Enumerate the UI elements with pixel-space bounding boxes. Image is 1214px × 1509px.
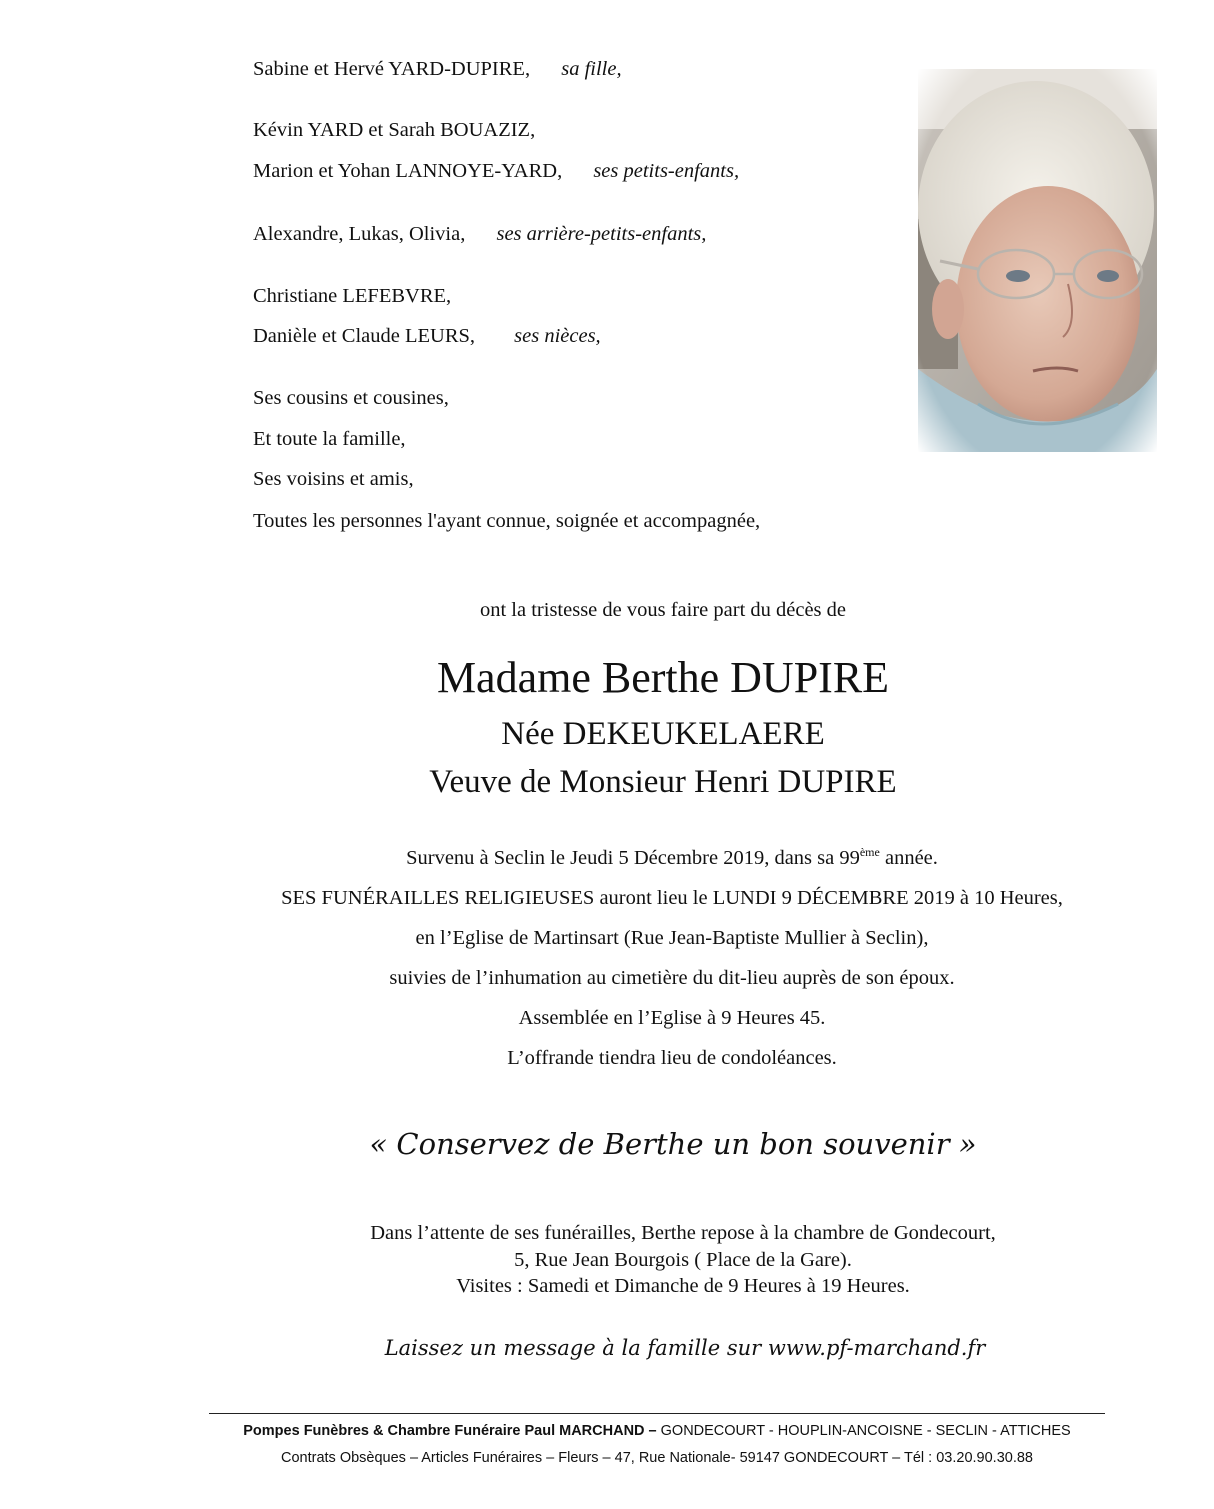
others-line-4: Toutes les personnes l'ayant connue, soignée et accompagnée, [253,510,761,532]
visitation-line-2: 5, Rue Jean Bourgois ( Place de la Gare). [514,1249,852,1271]
visitation-line-1: Dans l’attente de ses funérailles, Berthe repose à la chambre de Gondecourt, [370,1222,996,1244]
footer-services-line: Contrats Obsèques – Articles Funéraires – Fleurs – 47, Rue Nationale- 59147 GONDECOURT – Tél : 03.20.90.30.88 [281,1450,1033,1466]
offering-line: L’offrande tiendra lieu de condoléances. [507,1047,837,1069]
others-line-1: Ses cousins et cousines, [253,387,449,409]
funeral-line: SES FUNÉRAILLES RELIGIEUSES auront lieu le LUNDI 9 DÉCEMBRE 2019 à 10 Heures, [281,887,1063,909]
announcement-text: ont la tristesse de vous faire part du décès de [479,599,847,621]
daughter-names: Sabine et Hervé YARD-DUPIRE, [253,58,531,80]
great-grandchildren-names: Alexandre, Lukas, Olivia, [253,223,466,245]
death-superscript: ème [859,845,880,860]
family-daughter-line [253,57,622,81]
deceased-name: Madame Berthe DUPIRE [436,653,890,702]
footer-company-line [50,1422,1214,1440]
deceased-birth-name: Née DEKEUKELAERE [501,716,825,752]
grandchild-names-1: Kévin YARD et Sarah BOUAZIZ, [253,119,536,141]
niece-line-2 [253,324,601,348]
footer-divider [209,1413,1105,1414]
great-grandchildren-relation: ses arrière-petits-enfants, [496,223,707,245]
niece-names-2: Danièle et Claude LEURS, [253,325,476,347]
grandchild-line-1 [253,118,535,142]
death-suffix: année. [879,847,938,869]
death-text: Survenu à Seclin le Jeudi 5 Décembre 2019, dans sa 99 [406,847,860,869]
niece-names-1: Christiane LEFEBVRE, [253,285,452,307]
visitation-line-3: Visites : Samedi et Dimanche de 9 Heures à 19 Heures. [456,1275,910,1297]
assembly-line: Assemblée en l’Eglise à 9 Heures 45. [518,1007,826,1029]
burial-line: suivies de l’inhumation au cimetière du dit-lieu auprès de son époux. [389,967,955,989]
church-line: en l’Eglise de Martinsart (Rue Jean-Baptiste Mullier à Seclin), [415,927,929,949]
deceased-portrait [918,69,1157,452]
nieces-relation: ses nièces, [514,325,601,347]
death-line [65,846,1214,870]
niece-line-1 [253,284,451,308]
great-grandchildren-line [253,222,706,246]
grandchild-line-2 [253,159,739,183]
daughter-relation: sa fille, [561,58,622,80]
footer-company: Pompes Funèbres & Chambre Funéraire Paul MARCHAND – [243,1423,657,1439]
others-line-3: Ses voisins et amis, [253,468,414,490]
grandchild-names-2: Marion et Yohan LANNOYE-YARD, [253,160,563,182]
memorial-quote: « Conservez de Berthe un bon souvenir » [369,1127,977,1161]
grandchildren-relation: ses petits-enfants, [593,160,740,182]
deceased-widow-of: Veuve de Monsieur Henri DUPIRE [429,764,897,800]
footer-locations: GONDECOURT - HOUPLIN-ANCOISNE - SECLIN - ATTICHES [656,1423,1071,1439]
website-message: Laissez un message à la famille sur www.pf-marchand.fr [384,1336,986,1360]
others-line-2: Et toute la famille, [253,428,406,450]
